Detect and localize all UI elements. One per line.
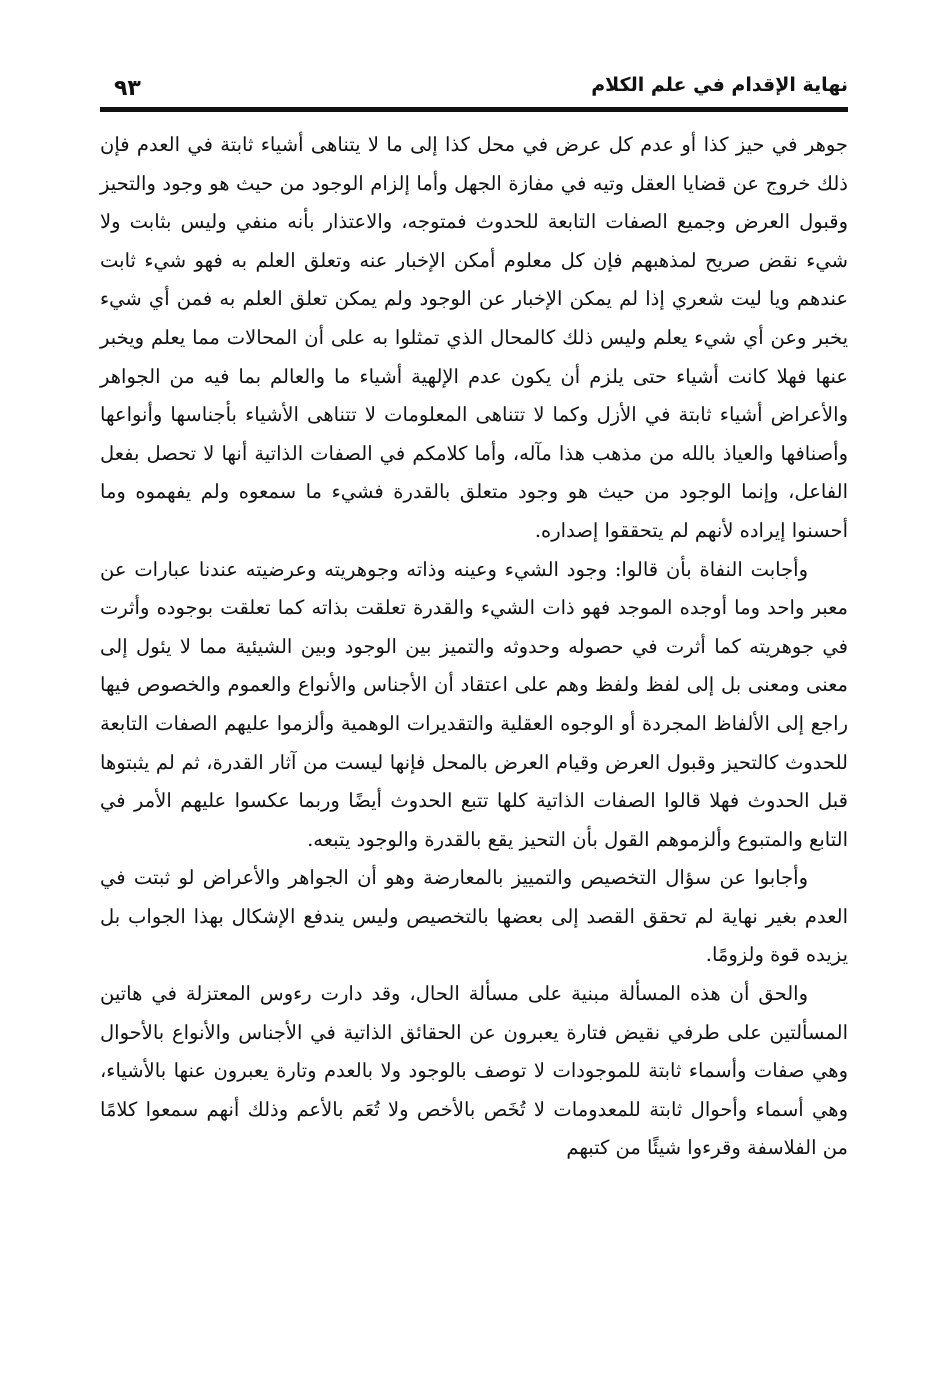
- paragraph-1: جوهر في حيز كذا أو عدم كل عرض في محل كذا إلى ما لا يتناهى أشياء ثابتة في العدم فإن ذلك خروج عن قضايا العقل وتيه في مفازة الجهل وأما إلزام الوجود من حيث هو وجود والتحيز وقبول العرض وجميع الصفات التابعة للحدوث فمتوجه، والاعتذار بأنه منفي وليس بثابت ولا شيء نقض صريح لمذهبهم فإن كل معلوم أمكن الإخبار عنه وتعلق العلم به فهو شيء ثابت عندهم ويا ليت شعري إذا لم يمكن الإخبار عن الوجود ولم يمكن تعلق العلم به فمن أي شيء يخبر وعن أي شيء يعلم وليس ذلك كالمحال الذي تمثلوا به على أن المحالات مما يعلم ويخبر عنها فهلا كانت أشياء حتى يلزم أن يكون عدم الإلهية أشياء ما والعالم بما فيه من الجواهر والأعراض أشياء ثابتة في الأزل وكما لا تتناهى المعلومات لا تتناهى الأشياء بأجناسها وأنواعها وأصنافها والعياذ بالله من مذهب هذا مآله، وأما كلامكم في الصفات الذاتية أنها لا تحصل بفعل الفاعل، وإنما الوجود من حيث هو وجود متعلق بالقدرة فشيء ما سمعوه ولم يفهموه وما أحسنوا إيراده لأنهم لم يتحققوا إصداره.: [100, 133, 848, 542]
- paragraph-2: وأجابت النفاة بأن قالوا: وجود الشيء وعينه وذاته وجوهريته وعرضيته عندنا عبارات عن معبر واحد وما أوجده الموجد فهو ذات الشيء والقدرة تعلقت بذاته كما تعلقت بوجوده وأثرت في جوهريته كما أثرت في حصوله وحدوثه والتميز بين الوجود وبين الشيئية مما لا يئول إلى معنى ومعنى بل إلى لفظ ولفظ وهم على اعتقاد أن الأجناس والأنواع والعموم والخصوص فيها راجع إلى الألفاظ المجردة أو الوجوه العقلية والتقديرات الوهمية وألزموا عليهم الصفات التابعة للحدوث كالتحيز وقبول العرض وقيام العرض بالمحل فإنها ليست من آثار القدرة، ثم لم يثبتوها قبل الحدوث فهلا قالوا الصفات الذاتية كلها تتبع الحدوث أيضًا وربما عكسوا عليهم الأمر في التابع والمتبوع وألزموهم القول بأن التحيز يقع بالقدرة والوجود يتبعه.: [100, 557, 848, 851]
- page-number: ٩٣: [114, 76, 141, 101]
- header-rule: [100, 107, 848, 112]
- book-title: نهاية الإقدام في علم الكلام: [591, 74, 848, 96]
- page-body: [100, 126, 848, 1168]
- page-header: [100, 70, 848, 110]
- paragraph-4: والحق أن هذه المسألة مبنية على مسألة الحال، وقد دارت رءوس المعتزلة في هاتين المسألتين على طرفي نقيض فتارة يعبرون عن الحقائق الذاتية في الأجناس والأنواع بالأحوال وهي صفات وأسماء ثابتة للموجودات لا توصف بالوجود ولا بالعدم وتارة يعبرون عنها بالأشياء، وهي أسماء وأحوال ثابتة للمعدومات لا تُخَص بالأخص ولا تُعَم بالأعم وذلك أنهم سمعوا كلامًا من الفلاسفة وقرءوا شيئًا من كتبهم: [100, 982, 848, 1160]
- paragraph-3: وأجابوا عن سؤال التخصيص والتمييز بالمعارضة وهو أن الجواهر والأعراض لو ثبتت في العدم بغير نهاية لم تحقق القصد إلى بعضها بالتخصيص وليس يندفع الإشكال بهذا الجواب بل يزيده قوة ولزومًا.: [100, 866, 848, 967]
